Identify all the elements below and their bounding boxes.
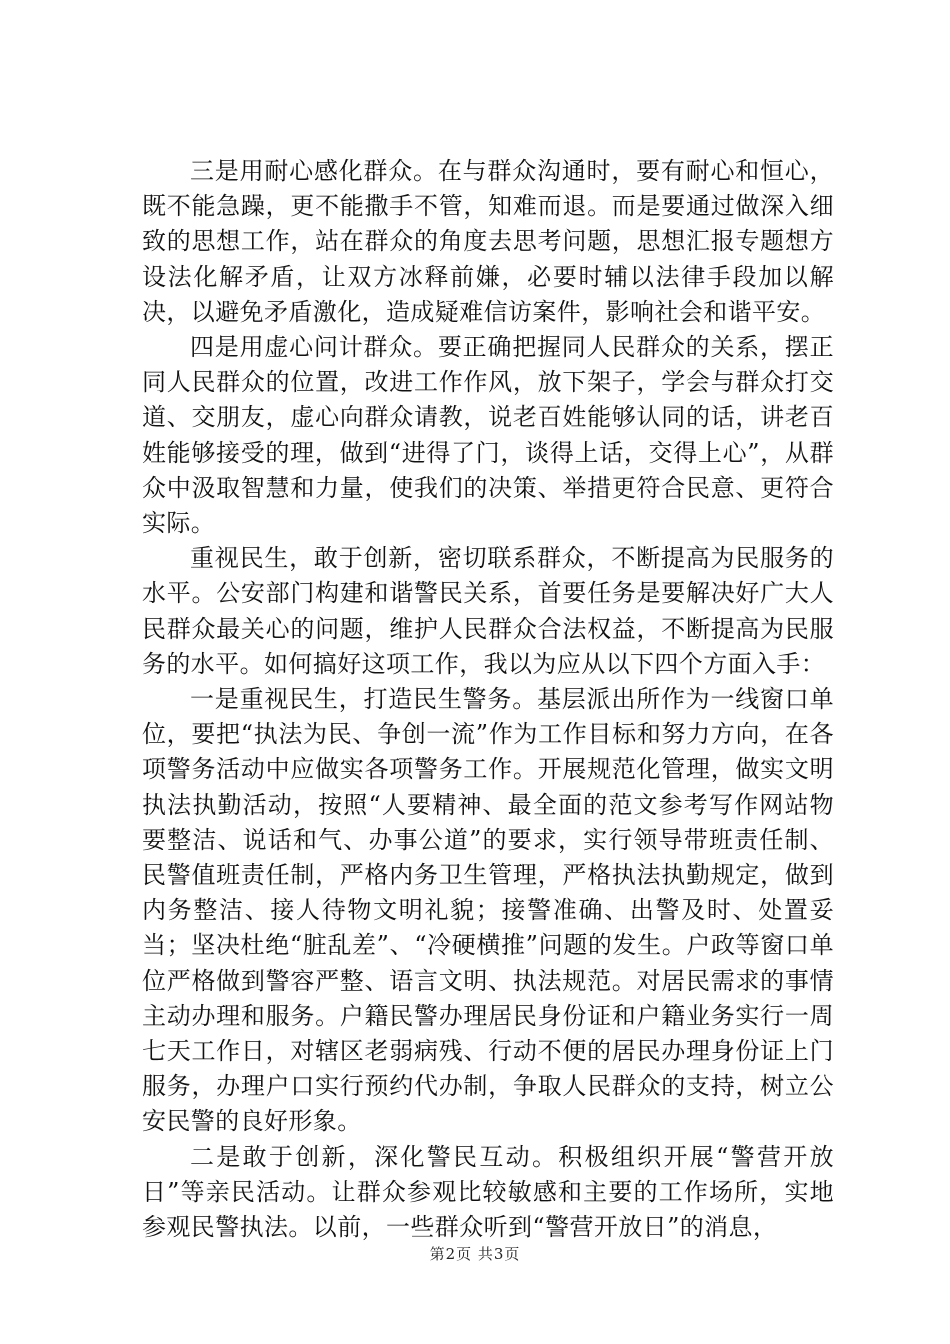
document-body: [142, 154, 834, 1245]
paragraph-livelihood-policing: 一是重视民生，打造民生警务。基层派出所作为一线窗口单位，要把“执法为民、争创一流”作为工作目标和努力方向，在各项警务活动中应做实各项警务工作。开展规范化管理，做实文明执法执勤活动，按照“人要精神、最全面的范文参考写作网站物要整洁、说话和气、办事公道”的要求，实行领导带班责任制、民警值班责任制，严格内务卫生管理，严格执法执勤规定，做到内务整洁、接人待物文明礼貌；接警准确、出警及时、处置妥当；坚决杜绝“脏乱差”、“冷硬横推”问题的发生。户政等窗口单位严格做到警容严整、语言文明、执法规范。对居民需求的事情主动办理和服务。户籍民警办理居民身份证和户籍业务实行一周七天工作日，对辖区老弱病残、行动不便的居民办理身份证上门服务，办理户口实行预约代办制，争取人民群众的支持，树立公安民警的良好形象。: [142, 685, 834, 1136]
paragraph-innovation: 二是敢于创新，深化警民互动。积极组织开展“警营开放日”等亲民活动。让群众参观比较敏感和主要的工作场所，实地参观民警执法。以前，一些群众听到“警营开放日”的消息，: [142, 1142, 834, 1242]
paragraph-livelihood-intro: 重视民生，敢于创新，密切联系群众，不断提高为民服务的水平。公安部门构建和谐警民关系，首要任务是要解决好广大人民群众最关心的问题，维护人民群众合法权益，不断提高为民服务的水平。如何搞好这项工作，我以为应从以下四个方面入手：: [142, 544, 834, 678]
paragraph-patience: 三是用耐心感化群众。在与群众沟通时，要有耐心和恒心，既不能急躁，更不能撒手不管，知难而退。而是要通过做深入细致的思想工作，站在群众的角度去思考问题，思想汇报专题想方设法化解矛盾，让双方冰释前嫌，必要时辅以法律手段加以解决，以避免矛盾激化，造成疑难信访案件，影响社会和谐平安。: [142, 157, 834, 326]
paragraph-humility: 四是用虚心问计群众。要正确把握同人民群众的关系，摆正同人民群众的位置，改进工作作风，放下架子，学会与群众打交道、交朋友，虚心向群众请教，说老百姓能够认同的话，讲老百姓能够接受的理，做到“进得了门，谈得上话，交得上心”，从群众中汲取智慧和力量，使我们的决策、举措更符合民意、更符合实际。: [142, 333, 834, 538]
page-number-footer: 第2页 共3页: [429, 1245, 521, 1263]
